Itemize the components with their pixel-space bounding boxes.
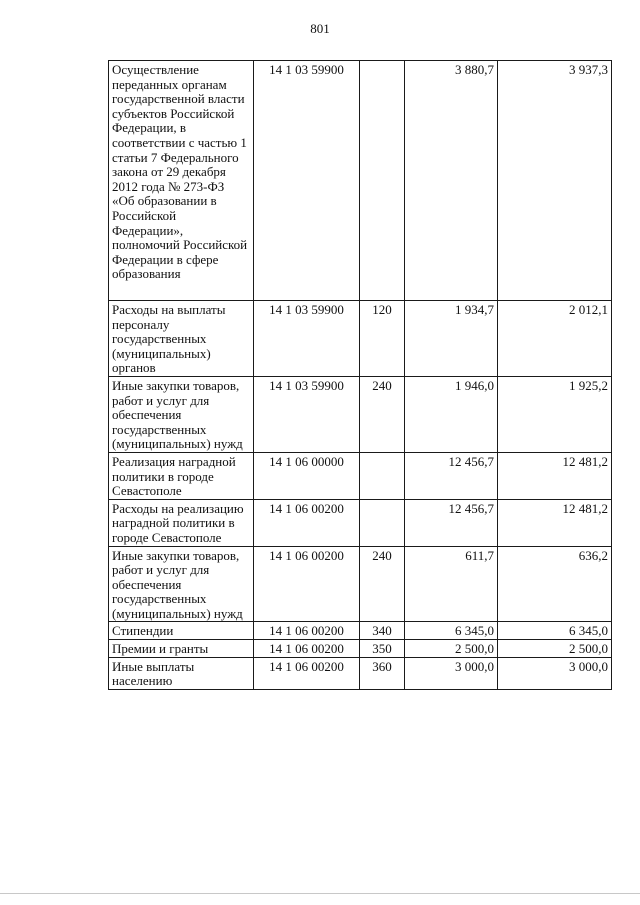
row-expense-type: 240	[360, 546, 405, 622]
row-target-article: 14 1 06 00200	[254, 640, 360, 658]
table-row	[109, 61, 612, 301]
row-amount-year1: 12 456,7	[405, 452, 498, 499]
row-amount-year2: 2 500,0	[498, 640, 612, 658]
row-expense-type: 340	[360, 622, 405, 640]
row-amount-year2: 6 345,0	[498, 622, 612, 640]
table-row	[109, 452, 612, 499]
table-row	[109, 376, 612, 452]
table-row	[109, 301, 612, 377]
row-expense-type: 240	[360, 376, 405, 452]
row-target-article: 14 1 06 00000	[254, 452, 360, 499]
row-target-article: 14 1 06 00200	[254, 657, 360, 689]
page-number: 801	[310, 21, 330, 36]
table-row	[109, 657, 612, 689]
row-target-article: 14 1 03 59900	[254, 301, 360, 377]
row-amount-year2: 1 925,2	[498, 376, 612, 452]
row-name: Стипендии	[109, 622, 254, 640]
row-name: Осуществление переданных органам государственной власти субъектов Российской Федерации, в соответствии с частью 1 статьи 7 Федерального закона от 29 декабря 2012 года № 273-ФЗ «Об образовании в Российской Федерации», полномочий Российской Федерации в сфере образования	[109, 61, 254, 301]
row-amount-year2: 12 481,2	[498, 452, 612, 499]
row-target-article: 14 1 03 59900	[254, 61, 360, 301]
row-expense-type	[360, 499, 405, 546]
row-amount-year1: 12 456,7	[405, 499, 498, 546]
table-row	[109, 622, 612, 640]
row-expense-type	[360, 452, 405, 499]
row-amount-year2: 3 000,0	[498, 657, 612, 689]
row-name: Расходы на выплаты персоналу государственных (муниципальных) органов	[109, 301, 254, 377]
row-expense-type: 360	[360, 657, 405, 689]
row-expense-type: 350	[360, 640, 405, 658]
row-amount-year1: 1 946,0	[405, 376, 498, 452]
row-amount-year1: 3 880,7	[405, 61, 498, 301]
table-row	[109, 640, 612, 658]
row-amount-year2: 3 937,3	[498, 61, 612, 301]
row-amount-year2: 636,2	[498, 546, 612, 622]
row-amount-year2: 2 012,1	[498, 301, 612, 377]
row-amount-year1: 2 500,0	[405, 640, 498, 658]
row-target-article: 14 1 06 00200	[254, 499, 360, 546]
row-amount-year1: 611,7	[405, 546, 498, 622]
row-amount-year1: 3 000,0	[405, 657, 498, 689]
row-name: Иные закупки товаров, работ и услуг для обеспечения государственных (муниципальных) нужд	[109, 546, 254, 622]
table-row	[109, 546, 612, 622]
row-name: Расходы на реализацию наградной политики в городе Севастополе	[109, 499, 254, 546]
table-row	[109, 499, 612, 546]
row-target-article: 14 1 03 59900	[254, 376, 360, 452]
row-amount-year2: 12 481,2	[498, 499, 612, 546]
row-name: Иные выплаты населению	[109, 657, 254, 689]
row-amount-year1: 1 934,7	[405, 301, 498, 377]
row-expense-type: 120	[360, 301, 405, 377]
row-name: Премии и гранты	[109, 640, 254, 658]
row-target-article: 14 1 06 00200	[254, 622, 360, 640]
row-expense-type	[360, 61, 405, 301]
budget-table	[108, 60, 612, 690]
row-name: Иные закупки товаров, работ и услуг для обеспечения государственных (муниципальных) нужд	[109, 376, 254, 452]
row-name: Реализация наградной политики в городе Севастополе	[109, 452, 254, 499]
row-amount-year1: 6 345,0	[405, 622, 498, 640]
row-target-article: 14 1 06 00200	[254, 546, 360, 622]
scan-edge-line	[0, 893, 640, 894]
